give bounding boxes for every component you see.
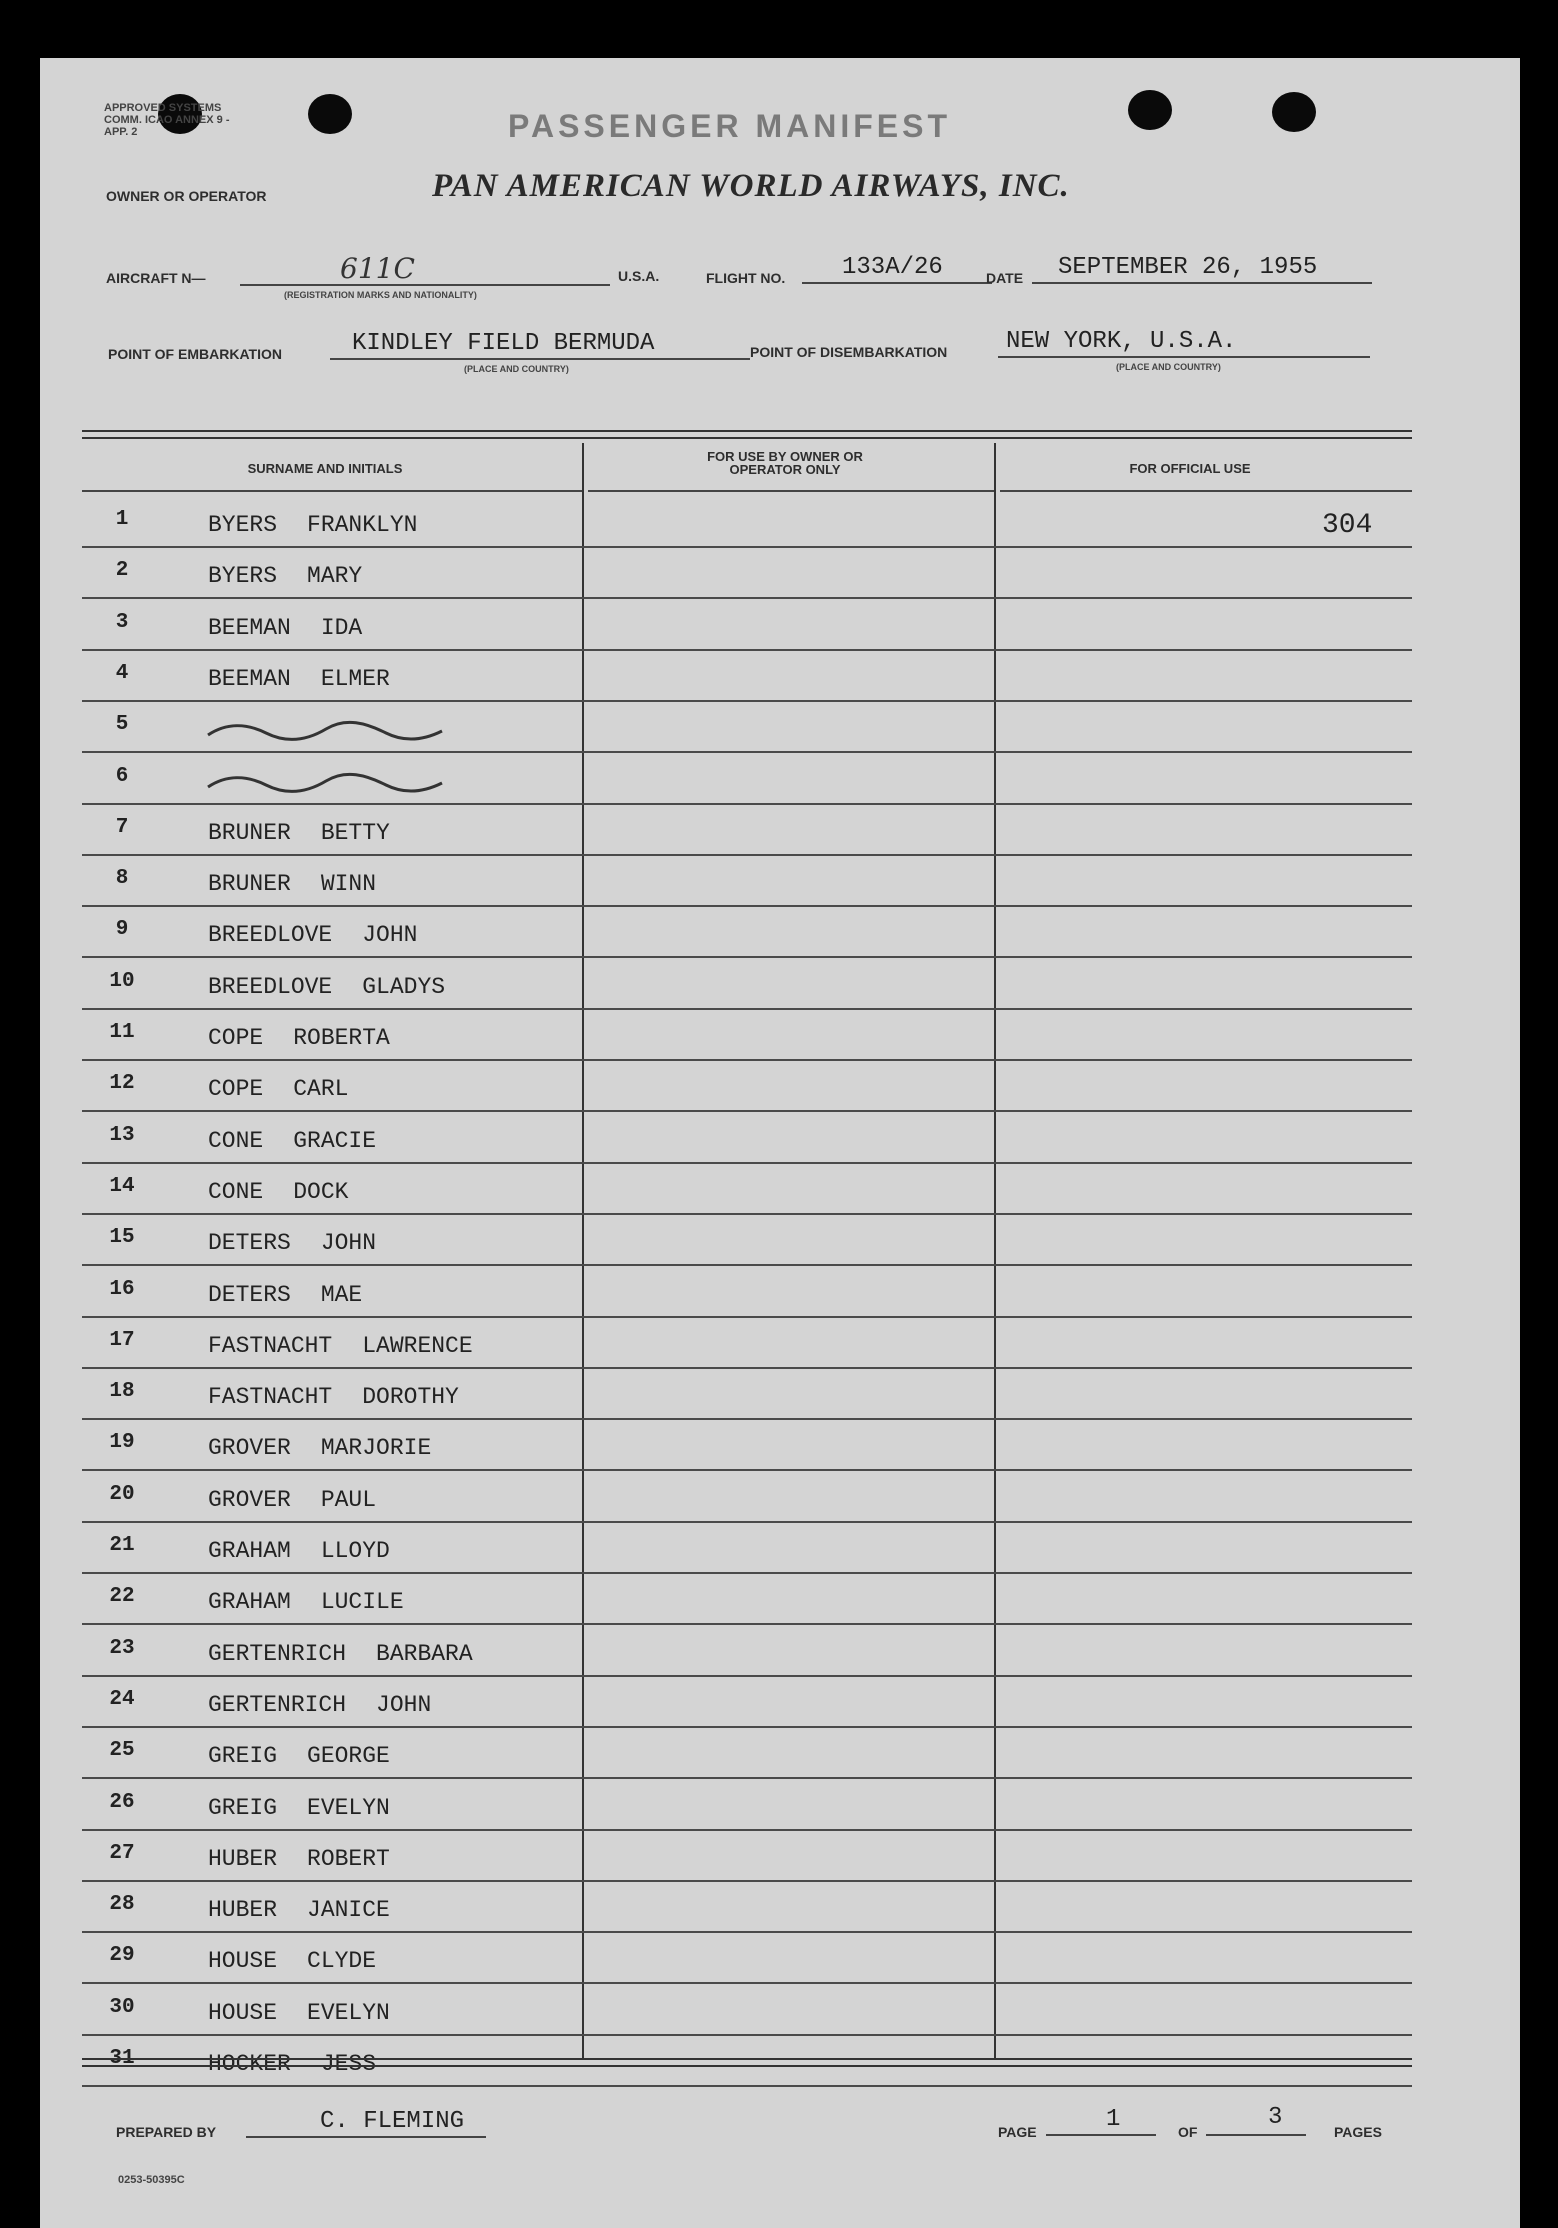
passenger-surname: GROVER xyxy=(208,1487,291,1513)
passenger-name xyxy=(208,1897,390,1923)
row-rule xyxy=(82,1008,1412,1010)
punch-hole xyxy=(1128,90,1172,130)
passenger-given-name: GLADYS xyxy=(362,974,446,1000)
approval-stamp: APPROVED SYSTEMS COMM. ICAO ANNEX 9 - APP. 2 xyxy=(104,102,230,138)
row-rule xyxy=(82,2034,1412,2036)
passenger-name xyxy=(208,1435,431,1461)
row-number: 4 xyxy=(115,662,129,685)
passenger-given-name: DOROTHY xyxy=(362,1384,459,1410)
passenger-surname: GERTENRICH xyxy=(208,1692,347,1718)
row-number: 25 xyxy=(109,1739,135,1762)
scribble-stroke xyxy=(208,774,442,791)
row-rule xyxy=(82,649,1412,651)
row-number: 26 xyxy=(109,1791,135,1814)
disembarkation-sublabel: (PLACE AND COUNTRY) xyxy=(1116,362,1221,372)
row-rule xyxy=(82,1521,1412,1523)
pages-label: PAGES xyxy=(1334,2124,1382,2140)
passenger-given-name: LUCILE xyxy=(320,1589,404,1615)
row-rule xyxy=(82,1367,1412,1369)
passenger-given-name: JOHN xyxy=(320,1230,377,1256)
row-number: 9 xyxy=(115,918,129,941)
passenger-surname: GREIG xyxy=(208,1795,278,1821)
passenger-surname: COPE xyxy=(208,1025,264,1051)
manifest-sheet xyxy=(40,58,1520,2228)
scribble-stroke xyxy=(208,722,442,739)
aircraft-value: 611C xyxy=(340,252,415,285)
passenger-name xyxy=(208,1128,376,1154)
row-number: 12 xyxy=(109,1072,135,1095)
passenger-surname: GREIG xyxy=(208,1743,278,1769)
official-use-column-header: FOR OFFICIAL USE xyxy=(1129,461,1251,476)
row-rule xyxy=(82,597,1412,599)
passenger-name xyxy=(208,1076,348,1102)
passenger-given-name: GEORGE xyxy=(307,1743,390,1769)
passenger-name xyxy=(208,1743,390,1769)
row-number: 3 xyxy=(115,611,129,634)
punch-hole xyxy=(1272,92,1316,132)
row-rule xyxy=(82,2085,1412,2087)
flight-value: 133A/26 xyxy=(842,254,943,281)
passenger-given-name: JOHN xyxy=(362,922,418,948)
header-underline xyxy=(588,490,994,492)
passenger-name xyxy=(208,666,390,692)
row-rule xyxy=(82,1829,1412,1831)
page-underline xyxy=(1046,2134,1156,2136)
passenger-surname: BREEDLOVE xyxy=(208,922,333,948)
passenger-name xyxy=(208,871,376,897)
passenger-surname: BYERS xyxy=(208,512,278,538)
row-rule xyxy=(82,1264,1412,1266)
passenger-surname: CONE xyxy=(208,1179,264,1205)
punch-hole xyxy=(308,94,352,134)
row-number: 8 xyxy=(115,867,129,890)
passenger-given-name: BETTY xyxy=(320,820,390,846)
row-number: 19 xyxy=(109,1431,135,1454)
passenger-given-name: JOHN xyxy=(376,1692,432,1718)
row-rule xyxy=(82,854,1412,856)
surname-column-header: SURNAME AND INITIALS xyxy=(247,461,403,476)
passenger-name xyxy=(208,1230,376,1256)
row-number: 29 xyxy=(109,1944,135,1967)
embarkation-label: POINT OF EMBARKATION xyxy=(108,346,282,362)
passenger-given-name: LAWRENCE xyxy=(362,1333,473,1359)
passenger-given-name: FRANKLYN xyxy=(307,512,418,538)
row-rule xyxy=(82,905,1412,907)
row-number: 5 xyxy=(115,713,129,736)
owner-label: OWNER OR OPERATOR xyxy=(106,188,267,204)
passenger-surname: FASTNACHT xyxy=(208,1333,333,1359)
official-use-note: 304 xyxy=(1322,510,1373,541)
passenger-given-name: WINN xyxy=(320,871,377,897)
row-rule xyxy=(82,1623,1412,1625)
table-top-rule xyxy=(82,430,1412,439)
passenger-surname: DETERS xyxy=(208,1230,291,1256)
row-number: 6 xyxy=(115,765,129,788)
row-number: 22 xyxy=(109,1585,135,1608)
row-number: 14 xyxy=(109,1175,135,1198)
passenger-name xyxy=(208,1795,390,1821)
row-number: 1 xyxy=(115,508,129,531)
row-number: 16 xyxy=(109,1278,135,1301)
passenger-given-name: GRACIE xyxy=(293,1128,377,1154)
passenger-given-name: DOCK xyxy=(293,1179,349,1205)
row-rule xyxy=(82,1777,1412,1779)
passenger-surname: HOCKER xyxy=(208,2051,291,2077)
passenger-name xyxy=(208,1384,459,1410)
row-number: 13 xyxy=(109,1124,135,1147)
passenger-given-name: JESS xyxy=(320,2051,377,2077)
row-number: 15 xyxy=(109,1226,135,1249)
row-rule xyxy=(82,1982,1412,1984)
date-underline xyxy=(1032,282,1372,284)
passenger-given-name: JANICE xyxy=(307,1897,390,1923)
passenger-name xyxy=(208,2000,390,2026)
passenger-name xyxy=(208,1641,473,1667)
row-rule xyxy=(82,1880,1412,1882)
page-label: PAGE xyxy=(998,2124,1037,2140)
passenger-surname: BEEMAN xyxy=(208,615,291,641)
row-number: 20 xyxy=(109,1483,135,1506)
page-title: PASSENGER MANIFEST xyxy=(508,108,951,144)
passenger-surname: BRUNER xyxy=(208,820,291,846)
passenger-surname: GROVER xyxy=(208,1435,291,1461)
passenger-name xyxy=(208,1487,376,1513)
passenger-given-name: MARJORIE xyxy=(320,1435,432,1461)
passenger-given-name: EVELYN xyxy=(307,1795,390,1821)
embarkation-sublabel: (PLACE AND COUNTRY) xyxy=(464,364,569,374)
passenger-given-name: CARL xyxy=(293,1076,349,1102)
prepared-by-underline xyxy=(246,2136,486,2138)
row-rule xyxy=(82,1726,1412,1728)
passenger-surname: DETERS xyxy=(208,1282,291,1308)
row-number: 7 xyxy=(115,816,129,839)
passenger-given-name: MARY xyxy=(307,563,363,589)
row-rule xyxy=(82,546,1412,548)
passenger-given-name: PAUL xyxy=(320,1487,377,1513)
flight-underline xyxy=(802,282,992,284)
passenger-surname: GRAHAM xyxy=(208,1538,291,1564)
passenger-name xyxy=(208,974,445,1000)
passenger-surname: HUBER xyxy=(208,1846,278,1872)
row-rule xyxy=(82,1572,1412,1574)
owner-use-column-header: FOR USE BY OWNER OR OPERATOR ONLY xyxy=(707,449,863,477)
row-number: 23 xyxy=(109,1637,135,1660)
passenger-given-name: ROBERT xyxy=(307,1846,390,1872)
passenger-given-name: ROBERTA xyxy=(293,1025,390,1051)
row-number: 27 xyxy=(109,1842,135,1865)
passenger-name xyxy=(208,820,390,846)
passenger-given-name: CLYDE xyxy=(307,1948,377,1974)
passenger-surname: BREEDLOVE xyxy=(208,974,333,1000)
prepared-by-label: PREPARED BY xyxy=(116,2124,217,2140)
row-number: 17 xyxy=(109,1329,135,1352)
struck-out-entry xyxy=(206,769,446,799)
row-number: 21 xyxy=(109,1534,135,1557)
page-total: 3 xyxy=(1268,2104,1283,2131)
row-rule xyxy=(82,1213,1412,1215)
row-rule xyxy=(82,803,1412,805)
passenger-name xyxy=(208,512,417,538)
passenger-name xyxy=(208,1692,431,1718)
passenger-surname: BRUNER xyxy=(208,871,291,897)
header-underline xyxy=(1000,490,1412,492)
disembarkation-underline xyxy=(998,356,1370,358)
of-label: OF xyxy=(1178,2124,1198,2140)
row-number: 24 xyxy=(109,1688,135,1711)
passenger-given-name: IDA xyxy=(320,615,363,641)
passenger-surname: CONE xyxy=(208,1128,264,1154)
row-number: 2 xyxy=(115,559,129,582)
header-underline xyxy=(82,490,582,492)
passenger-given-name: BARBARA xyxy=(376,1641,473,1667)
row-rule xyxy=(82,751,1412,753)
row-rule xyxy=(82,956,1412,958)
struck-out-entry xyxy=(206,717,446,747)
passenger-name xyxy=(208,1589,404,1615)
aircraft-label: AIRCRAFT N— xyxy=(106,270,206,286)
row-rule xyxy=(82,1675,1412,1677)
passenger-surname: FASTNACHT xyxy=(208,1384,333,1410)
passenger-name xyxy=(208,922,417,948)
disembarkation-value: NEW YORK, U.S.A. xyxy=(1006,328,1237,355)
passenger-surname: BYERS xyxy=(208,563,278,589)
row-number: 10 xyxy=(109,970,135,993)
table-bottom-rule xyxy=(82,2058,1412,2067)
aircraft-sublabel: (REGISTRATION MARKS AND NATIONALITY) xyxy=(284,290,477,300)
usa-label: U.S.A. xyxy=(618,268,660,284)
passenger-name xyxy=(208,563,362,589)
row-number: 28 xyxy=(109,1893,135,1916)
row-rule xyxy=(82,1316,1412,1318)
passenger-given-name: EVELYN xyxy=(307,2000,390,2026)
passenger-name xyxy=(208,615,362,641)
passenger-name xyxy=(208,1948,376,1974)
row-rule xyxy=(82,1162,1412,1164)
row-rule xyxy=(82,1418,1412,1420)
passenger-surname: COPE xyxy=(208,1076,264,1102)
passenger-name xyxy=(208,1282,362,1308)
of-underline xyxy=(1206,2134,1306,2136)
aircraft-underline xyxy=(240,284,610,286)
passenger-name xyxy=(208,1025,390,1051)
column-divider xyxy=(994,443,996,2058)
row-rule xyxy=(82,1059,1412,1061)
row-rule xyxy=(82,1931,1412,1933)
passenger-surname: GERTENRICH xyxy=(208,1641,347,1667)
form-code: 0253-50395C xyxy=(118,2174,185,2186)
passenger-name xyxy=(208,1333,473,1359)
embarkation-value: KINDLEY FIELD BERMUDA xyxy=(352,330,655,357)
passenger-name xyxy=(208,1179,348,1205)
passenger-surname: GRAHAM xyxy=(208,1589,291,1615)
disembarkation-label: POINT OF DISEMBARKATION xyxy=(750,344,948,360)
passenger-surname: BEEMAN xyxy=(208,666,291,692)
passenger-name xyxy=(208,1538,390,1564)
passenger-given-name: ELMER xyxy=(320,666,390,692)
passenger-surname: HOUSE xyxy=(208,2000,278,2026)
row-number: 30 xyxy=(109,1996,135,2019)
date-value: SEPTEMBER 26, 1955 xyxy=(1058,254,1318,281)
embarkation-underline xyxy=(330,358,750,360)
row-number: 18 xyxy=(109,1380,135,1403)
row-rule xyxy=(82,700,1412,702)
prepared-by-value: C. FLEMING xyxy=(320,2108,465,2135)
row-rule xyxy=(82,1110,1412,1112)
date-label: DATE xyxy=(986,270,1024,286)
page-number: 1 xyxy=(1106,2106,1121,2133)
flight-label: FLIGHT NO. xyxy=(706,270,786,286)
row-rule xyxy=(82,1469,1412,1471)
passenger-given-name: MAE xyxy=(320,1282,363,1308)
passenger-surname: HOUSE xyxy=(208,1948,278,1974)
row-number: 11 xyxy=(109,1021,135,1044)
passenger-given-name: LLOYD xyxy=(320,1538,390,1564)
passenger-name xyxy=(208,1846,390,1872)
operator-name: PAN AMERICAN WORLD AIRWAYS, INC. xyxy=(432,168,1070,204)
passenger-surname: HUBER xyxy=(208,1897,278,1923)
column-divider xyxy=(582,443,584,2058)
row-number: 31 xyxy=(109,2047,135,2070)
